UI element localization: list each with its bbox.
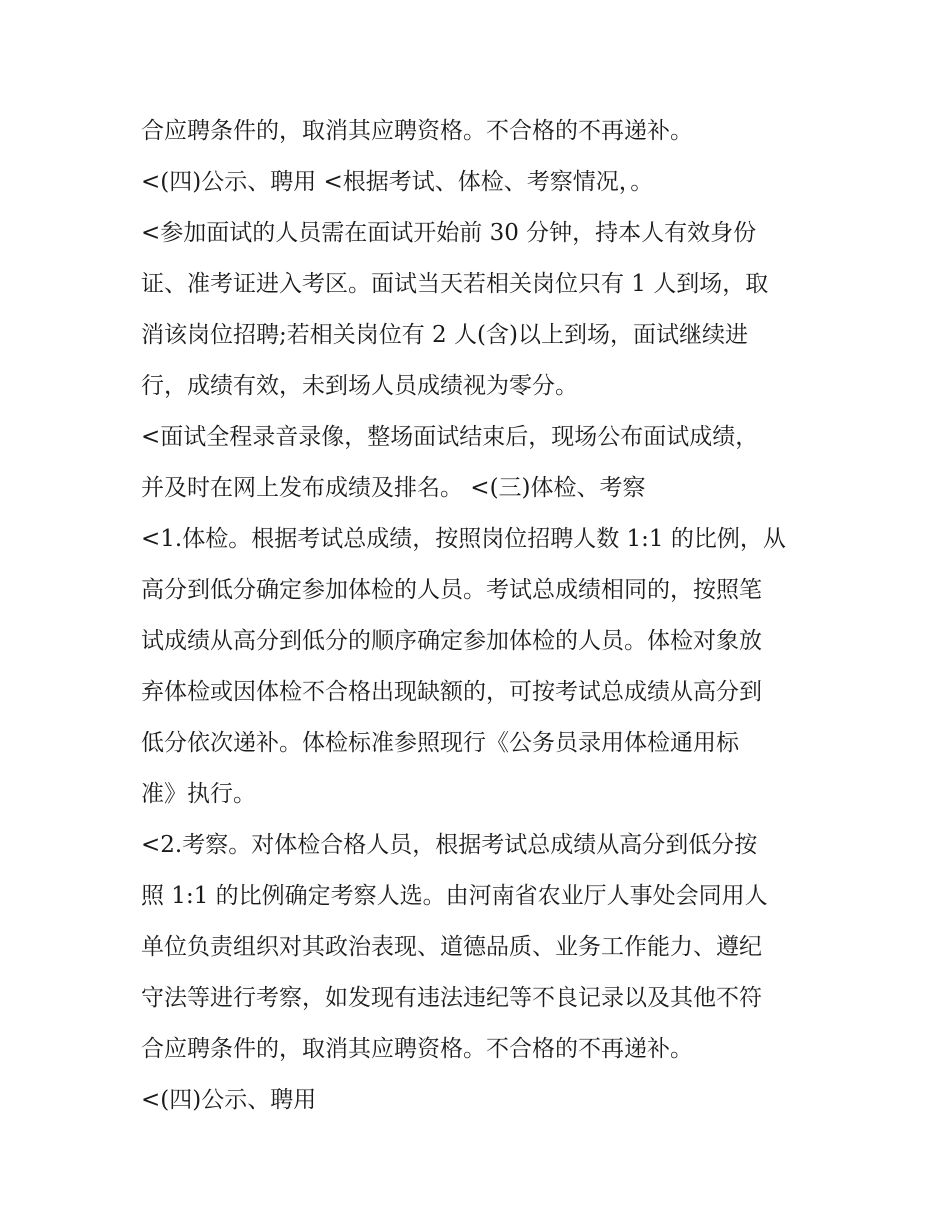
text-line: 试成绩从高分到低分的顺序确定参加体检的人员。体检对象放 [141, 628, 762, 654]
text-line: <2.考察。对体检合格人员，根据考试总成绩从高分到低分按 [141, 832, 758, 858]
text-line: <(四)公示、聘用 [141, 1087, 317, 1113]
text-line: 守法等进行考察，如发现有违法违纪等不良记录以及其他不符 [141, 985, 762, 1011]
text-line: 证、准考证进入考区。面试当天若相关岗位只有 1 人到场，取 [141, 271, 769, 297]
text-line: 低分依次递补。体检标准参照现行《公务员录用体检通用标 [141, 730, 739, 756]
text-line: 准》执行。 [141, 781, 256, 807]
document-body [141, 106, 821, 1126]
text-line: 高分到低分确定参加体检的人员。考试总成绩相同的，按照笔 [141, 577, 762, 603]
text-line: 合应聘条件的，取消其应聘资格。不合格的不再递补。 [141, 118, 693, 144]
text-line: <面试全程录音录像，整场面试结束后，现场公布面试成绩， [141, 424, 759, 450]
text-line: 合应聘条件的，取消其应聘资格。不合格的不再递补。 [141, 1036, 693, 1062]
text-line: 行，成绩有效，未到场人员成绩视为零分。 [141, 373, 578, 399]
text-line: 弃体检或因体检不合格出现缺额的，可按考试总成绩从高分到 [141, 679, 762, 705]
text-line: <(四)公示、聘用 <根据考试、体检、考察情况，。 [141, 169, 654, 195]
text-line: 消该岗位招聘;若相关岗位有 2 人(含)以上到场，面试继续进 [141, 322, 748, 348]
text-line: 并及时在网上发布成绩及排名。 <(三)体检、考察 [141, 475, 646, 501]
text-line: 单位负责组织对其政治表现、道德品质、业务工作能力、遵纪 [141, 934, 762, 960]
text-line: <参加面试的人员需在面试开始前 30 分钟，持本人有效身份 [141, 220, 757, 246]
text-line: 照 1:1 的比例确定考察人选。由河南省农业厅人事处会同用人 [141, 883, 768, 909]
text-line: <1.体检。根据考试总成绩，按照岗位招聘人数 1:1 的比例，从 [141, 526, 786, 552]
